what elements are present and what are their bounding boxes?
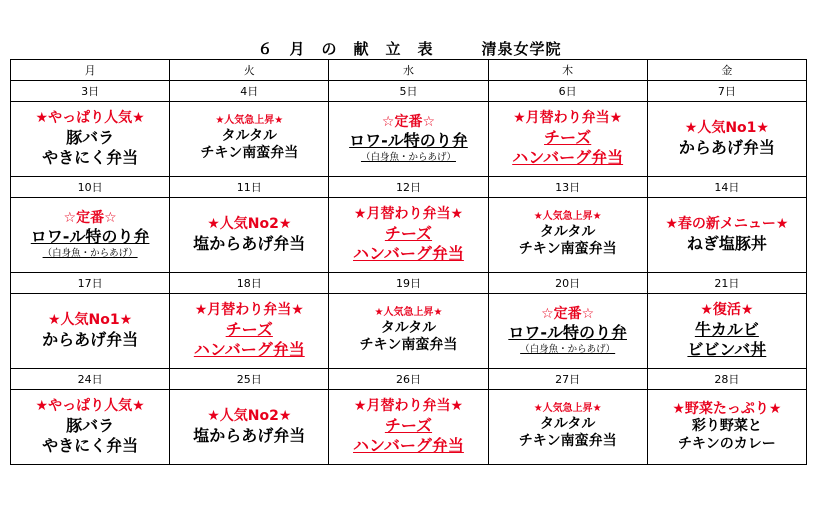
menu-tag: ☆定番☆ bbox=[541, 305, 595, 322]
menu-line: ハンバーグ弁当 bbox=[353, 435, 464, 455]
page-title: ６ 月 の 献 立 表 清泉女学院 bbox=[257, 40, 562, 58]
menu-cell bbox=[329, 102, 488, 177]
weekday-thu: 木 bbox=[488, 60, 647, 81]
menu-line: チーズ bbox=[384, 223, 433, 243]
menu-line: チーズ bbox=[225, 319, 273, 339]
date-cell: 13日 bbox=[488, 177, 647, 198]
menu-line: 牛カルビ bbox=[694, 319, 759, 339]
date-row bbox=[11, 81, 807, 102]
menu-note: （白身魚・からあげ） bbox=[42, 248, 138, 260]
menu-cell bbox=[488, 390, 647, 465]
menu-tag: ★人気No1★ bbox=[684, 120, 769, 137]
menu-cell bbox=[11, 390, 170, 465]
menu-row bbox=[11, 390, 807, 465]
menu-line: チーズ bbox=[544, 127, 592, 147]
menu-line: タルタル bbox=[221, 127, 277, 144]
menu-tag: ★月替わり弁当★ bbox=[353, 398, 464, 415]
menu-line: チキン南蛮弁当 bbox=[359, 337, 458, 354]
menu-tag: ★野菜たっぷり★ bbox=[672, 400, 782, 417]
weekday-tue: 火 bbox=[170, 60, 329, 81]
menu-line: ロワ-ル特のり弁 bbox=[30, 227, 150, 247]
menu-cell bbox=[11, 294, 170, 369]
date-cell: 3日 bbox=[11, 81, 170, 102]
menu-tag: ★やっぱり人気★ bbox=[35, 398, 145, 415]
menu-line: チキンのカレー bbox=[677, 435, 776, 452]
menu-line: ハンバーグ弁当 bbox=[353, 243, 464, 263]
date-cell: 5日 bbox=[329, 81, 488, 102]
date-cell: 18日 bbox=[170, 273, 329, 294]
menu-tag: ★人気急上昇★ bbox=[533, 403, 602, 415]
menu-line: 塩からあげ弁当 bbox=[193, 425, 306, 445]
menu-tag: ☆定番☆ bbox=[381, 113, 436, 130]
menu-line: チキン南蛮弁当 bbox=[200, 145, 299, 162]
menu-line: ハンバーグ弁当 bbox=[512, 147, 624, 167]
menu-line: ねぎ塩豚丼 bbox=[686, 233, 767, 253]
menu-tag: ★人気急上昇★ bbox=[215, 115, 284, 127]
menu-row bbox=[11, 198, 807, 273]
date-cell: 11日 bbox=[170, 177, 329, 198]
menu-tag: ★やっぱり人気★ bbox=[35, 110, 145, 127]
menu-cell bbox=[170, 390, 329, 465]
weekday-fri: 金 bbox=[647, 60, 806, 81]
menu-tag: ☆定番☆ bbox=[63, 209, 117, 226]
menu-tag: ★人気No2★ bbox=[207, 408, 292, 425]
menu-tag: ★月替わり弁当★ bbox=[353, 206, 464, 223]
menu-cell bbox=[170, 198, 329, 273]
menu-line: タルタル bbox=[539, 415, 596, 432]
date-cell: 27日 bbox=[488, 369, 647, 390]
menu-cell bbox=[647, 390, 806, 465]
menu-line: チキン南蛮弁当 bbox=[518, 241, 617, 258]
menu-cell bbox=[488, 198, 647, 273]
menu-line: チキン南蛮弁当 bbox=[518, 433, 617, 450]
menu-cell bbox=[11, 198, 170, 273]
menu-tag: ★復活★ bbox=[700, 302, 754, 319]
menu-line: タルタル bbox=[539, 223, 596, 240]
menu-line: ロワ-ル特のり弁 bbox=[508, 323, 627, 343]
weekday-mon: 月 bbox=[11, 60, 170, 81]
menu-cell bbox=[170, 294, 329, 369]
date-cell: 21日 bbox=[647, 273, 806, 294]
date-cell: 25日 bbox=[170, 369, 329, 390]
menu-cell bbox=[488, 294, 647, 369]
menu-line: タルタル bbox=[380, 319, 437, 336]
weekday-header-row bbox=[11, 60, 807, 81]
menu-line: ビビンバ丼 bbox=[687, 339, 767, 359]
menu-line: 彩り野菜と bbox=[691, 418, 762, 435]
date-cell: 6日 bbox=[488, 81, 647, 102]
date-cell: 26日 bbox=[329, 369, 488, 390]
menu-row bbox=[11, 294, 807, 369]
menu-cell bbox=[329, 198, 488, 273]
menu-table bbox=[10, 59, 807, 465]
menu-line: ハンバーグ弁当 bbox=[193, 339, 305, 359]
date-cell: 20日 bbox=[488, 273, 647, 294]
date-cell: 7日 bbox=[647, 81, 806, 102]
menu-note: （白身魚・からあげ） bbox=[520, 344, 616, 356]
menu-line: 塩からあげ弁当 bbox=[193, 233, 306, 253]
menu-cell bbox=[329, 294, 488, 369]
menu-line: チーズ bbox=[384, 415, 433, 435]
date-row bbox=[11, 369, 807, 390]
date-cell: 14日 bbox=[647, 177, 806, 198]
date-cell: 12日 bbox=[329, 177, 488, 198]
date-cell: 17日 bbox=[11, 273, 170, 294]
menu-line: 豚バラ bbox=[66, 415, 115, 435]
date-cell: 28日 bbox=[647, 369, 806, 390]
date-row bbox=[11, 273, 807, 294]
menu-line: からあげ弁当 bbox=[678, 137, 775, 157]
menu-row bbox=[11, 102, 807, 177]
menu-cell bbox=[647, 294, 806, 369]
date-cell: 10日 bbox=[11, 177, 170, 198]
menu-tag: ★人気急上昇★ bbox=[374, 307, 443, 319]
date-row bbox=[11, 177, 807, 198]
menu-line: ロワ-ル特のり弁 bbox=[349, 131, 468, 151]
weekday-wed: 水 bbox=[329, 60, 488, 81]
date-cell: 4日 bbox=[170, 81, 329, 102]
menu-line: からあげ弁当 bbox=[42, 329, 139, 349]
menu-cell bbox=[647, 102, 806, 177]
menu-cell bbox=[647, 198, 806, 273]
menu-tag: ★春の新メニュー★ bbox=[665, 216, 789, 233]
menu-cell bbox=[488, 102, 647, 177]
menu-tag: ★月替わり弁当★ bbox=[513, 110, 623, 127]
menu-note: （白身魚・からあげ） bbox=[360, 152, 456, 164]
menu-line: やきにく弁当 bbox=[42, 147, 139, 167]
date-cell: 19日 bbox=[329, 273, 488, 294]
menu-line: やきにく弁当 bbox=[42, 435, 139, 455]
menu-tag: ★人気No1★ bbox=[48, 312, 133, 329]
menu-cell bbox=[11, 102, 170, 177]
date-cell: 24日 bbox=[11, 369, 170, 390]
menu-tag: ★月替わり弁当★ bbox=[194, 302, 304, 319]
menu-cell bbox=[329, 390, 488, 465]
menu-tag: ★人気No2★ bbox=[207, 216, 292, 233]
menu-line: 豚バラ bbox=[66, 127, 115, 147]
menu-tag: ★人気急上昇★ bbox=[533, 211, 602, 223]
menu-cell bbox=[170, 102, 329, 177]
